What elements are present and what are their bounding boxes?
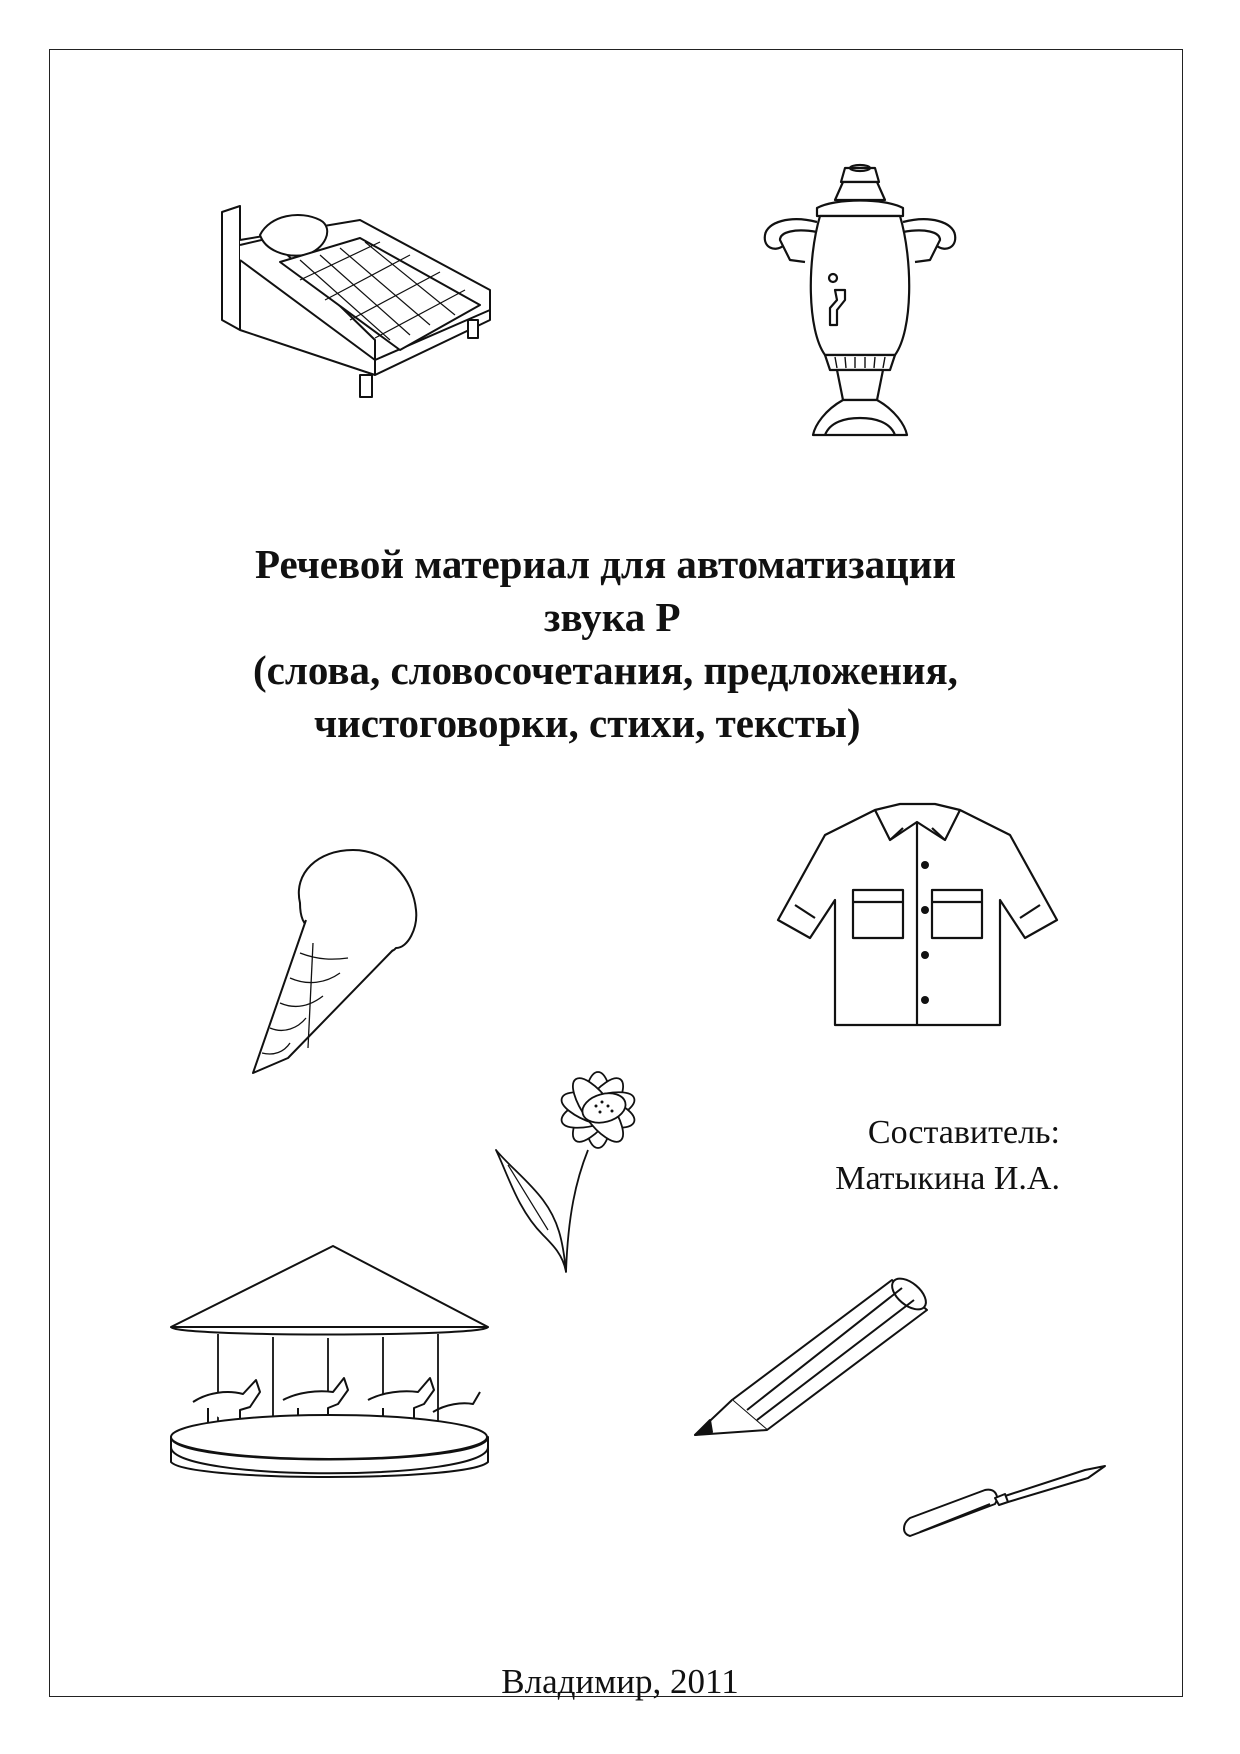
compiler-label: Составитель: — [867, 1114, 1060, 1151]
daisy-illustration — [488, 1040, 688, 1280]
carousel-illustration — [168, 1242, 493, 1482]
place-year: Владимир, 2011 — [501, 1662, 739, 1701]
title-line-1: Речевой материал для автоматизации — [255, 541, 957, 587]
title-line-4: чистоговорки, стихи, тексты) — [314, 700, 861, 746]
ice-cream-illustration — [248, 848, 428, 1080]
bed-illustration — [210, 200, 510, 410]
title-line-2: звука Р — [544, 594, 681, 640]
pencil-illustration — [692, 1270, 932, 1440]
document-title — [240, 538, 1060, 750]
screwdriver-illustration — [900, 1458, 1110, 1543]
compiler-block — [760, 1110, 1060, 1202]
compiler-name: Матыкина И.А. — [835, 1160, 1060, 1197]
shirt-illustration — [775, 800, 1060, 1035]
samovar-illustration — [745, 160, 975, 445]
title-line-3: (слова, словосочетания, предложения, — [253, 647, 958, 693]
